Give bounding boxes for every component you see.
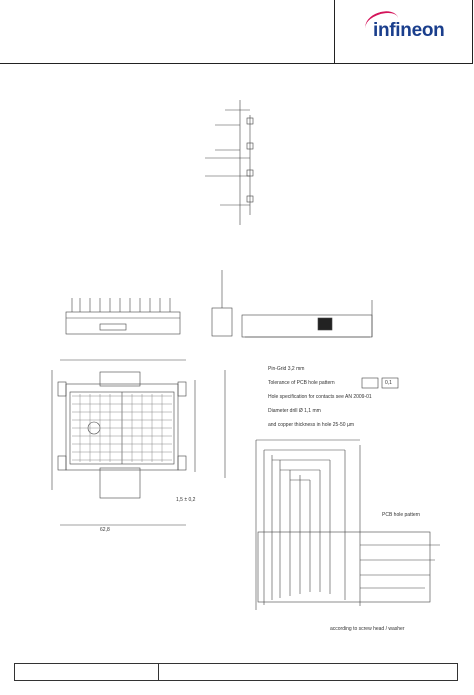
pin-grid bbox=[72, 394, 172, 462]
dim-width-overall: 62,8 bbox=[100, 527, 110, 533]
footer-cell-right bbox=[159, 664, 457, 680]
module-top-view bbox=[52, 360, 225, 525]
footer-table bbox=[14, 663, 458, 681]
note-tolerance-value: 0,1 bbox=[385, 380, 392, 386]
logo-text: infineon bbox=[373, 20, 445, 41]
note-diameter: Diameter drill Ø 1,1 mm bbox=[268, 408, 321, 414]
dim-tolerance-bottom: 1,5 ± 0,2 bbox=[176, 497, 196, 503]
circuit-schematic bbox=[205, 100, 253, 225]
side-view-left bbox=[66, 298, 180, 334]
note-pin-grid: Pin-Grid 3,2 mm bbox=[268, 366, 305, 372]
note-screw: according to screw head / washer bbox=[330, 626, 405, 632]
note-copper: and copper thickness in hole 25-50 µm bbox=[268, 422, 354, 428]
side-view-right bbox=[212, 270, 372, 337]
note-hole-spec: Hole specification for contacts see AN 2009-01 bbox=[268, 394, 372, 400]
note-tolerance: Tolerance of PCB hole pattern bbox=[268, 380, 335, 386]
note-pcb-pattern: PCB hole pattern bbox=[382, 512, 421, 518]
footer-cell-left bbox=[15, 664, 159, 680]
